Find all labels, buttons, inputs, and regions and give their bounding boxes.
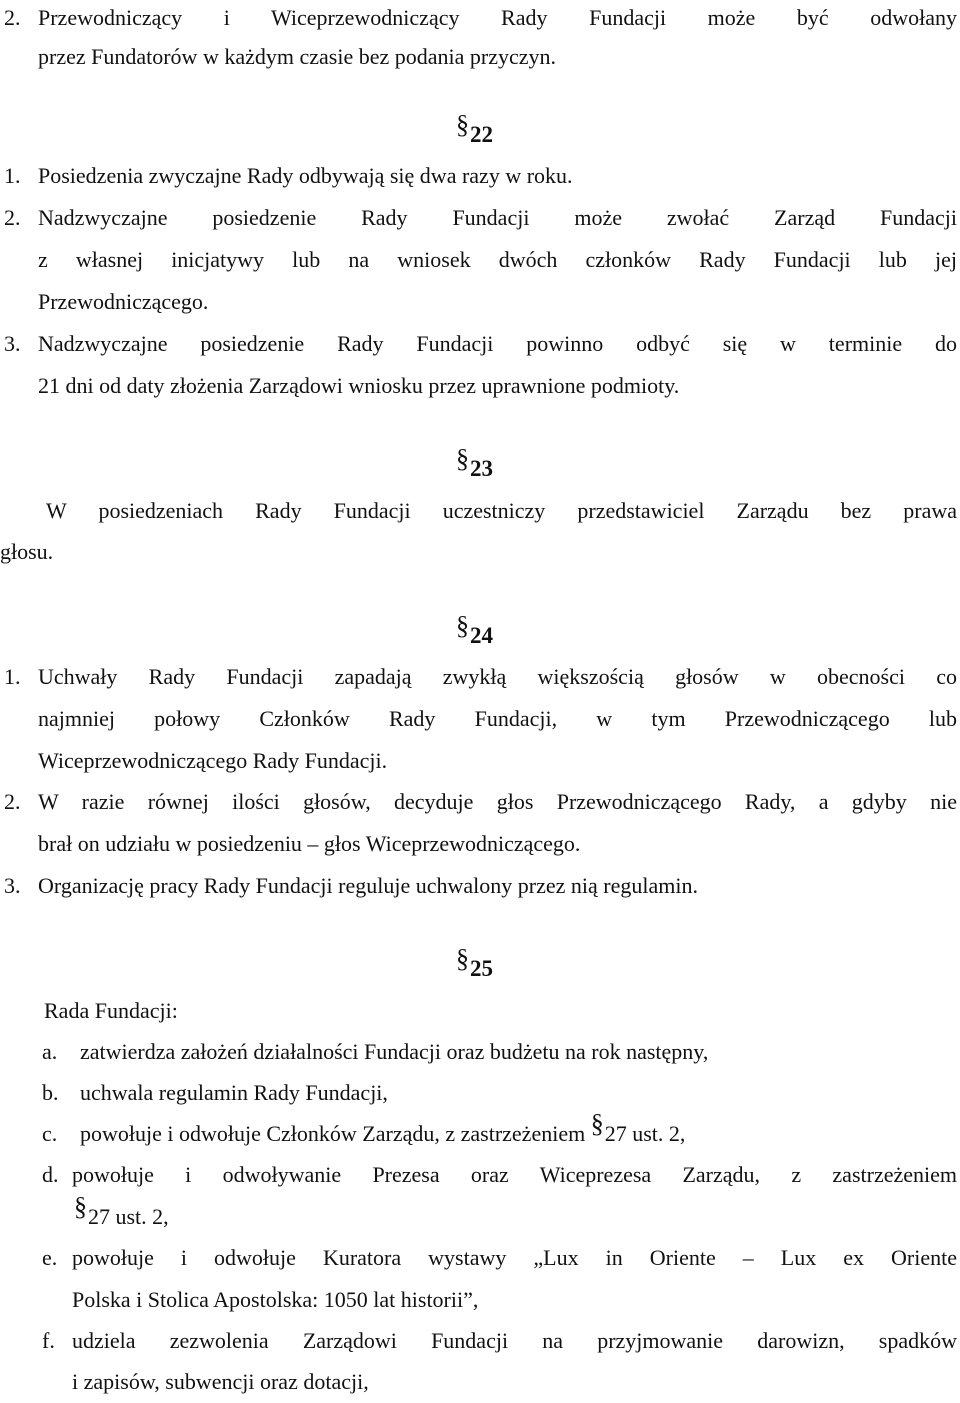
list-item: f. udziela zezwolenia Zarządowi Fundacji na przyjmowanie darowizn, spadków: [42, 1328, 957, 1353]
list-intro: Rada Fundacji:: [44, 998, 178, 1023]
section-symbol-icon: §: [456, 944, 469, 973]
section-heading: §25: [456, 949, 493, 989]
list-item-continuation: przez Fundatorów w każdym czasie bez podania przyczyn.: [38, 44, 556, 69]
list-item: c. powołuje i odwołuje Członków Zarządu, z zastrzeżeniem §27 ust. 2,: [42, 1109, 686, 1146]
item-text: Przewodniczący i Wiceprzewodniczący Rady Fundacji może być odwołany: [38, 5, 957, 30]
list-item: e. powołuje i odwołuje Kuratora wystawy „Lux in Oriente – Lux ex Oriente: [42, 1245, 957, 1270]
list-item: d. powołuje i odwoływanie Prezesa oraz Wiceprezesa Zarządu, z zastrzeżeniem: [42, 1162, 957, 1187]
paragraph: W posiedzeniach Rady Fundacji uczestniczy przedstawiciel Zarządu bez prawa: [46, 498, 957, 523]
list-item: a. zatwierdza założeń działalności Fundacji oraz budżetu na rok następny,: [42, 1039, 709, 1064]
list-item: 3. Nadzwyczajne posiedzenie Rady Fundacji powinno odbyć się w terminie do: [4, 331, 957, 356]
section-symbol-icon: §: [456, 444, 469, 473]
section-symbol-icon: §: [590, 1109, 604, 1138]
document-page: 2. Przewodniczący i Wiceprzewodniczący Rady Fundacji może być odwołany przez Fundatorów w każdym czasie bez podania przyczyn. §22 1. Posiedzenia zwyczajne Rady odbywają się dwa razy w roku. 2. Nadzwyczajne posiedzenie Rady Fundacji może zwołać Zarząd Fundacji z własnej inicjatywy lub na wniosek dwóch członków Rady Fundacji lub jej Przewodniczącego. 3. Nadzwyczajne posiedzenie Rady Fundacji powinno odbyć się w terminie do 21 dni od daty złożenia Zarządowi wniosku przez uprawnione podmioty. §23 W posiedzeniach Rady Fundacji uczestniczy przedstawiciel Zarządu bez prawa głosu. §24 1. Uchwały Rady Fundacji zapadają zwykłą większością głosów w obecności co najmniej połowy Członków Rady Fundacji, w tym Przewodniczącego lub Wiceprzewodniczącego Rady Fundacji. 2. W razie równej ilości głosów, decyduje głos Przewodniczącego Rady, a gdyby nie brał on udziału w posiedzeniu – głos Wiceprzewodniczącego. 3. Organizację pracy Rady Fundacji reguluje uchwalony przez nią regulamin. §25 Rada Fundacji: a. zatwierdza założeń działalności Fundacji oraz budżetu na rok następny, b. uchwala regulamin Rady Fundacji, c. powołuje i odwołuje Członków Zarządu, z zastrzeżeniem §27 ust. 2, d. powołuje i odwoływanie Prezesa oraz Wiceprezesa Zarządu, z zastrzeżeniem §27 ust. 2, e. powołuje i odwołuje Kuratora wystawy „Lux in Oriente – Lux ex Oriente Polska i Stolica Apostolska: 1050 lat historii”, f. udziela zezwolenia Zarządowi Fundacji na przyjmowanie darowizn, spadków i zapisów, subwencji oraz dotacji,: [0, 0, 960, 1398]
list-item: 2. W razie równej ilości głosów, decyduje głos Przewodniczącego Rady, a gdyby nie: [4, 789, 957, 814]
list-item: 3. Organizację pracy Rady Fundacji reguluje uchwalony przez nią regulamin.: [4, 873, 698, 898]
list-item: 1. Posiedzenia zwyczajne Rady odbywają się dwa razy w roku.: [4, 163, 573, 188]
list-item: 2. Nadzwyczajne posiedzenie Rady Fundacji może zwołać Zarząd Fundacji: [4, 205, 957, 230]
section-heading: §23: [456, 449, 493, 489]
list-item: 1. Uchwały Rady Fundacji zapadają zwykłą większością głosów w obecności co: [4, 664, 957, 689]
section-symbol-icon: §: [74, 1192, 87, 1221]
section-heading: §22: [456, 115, 493, 155]
item-number: 2.: [4, 5, 21, 30]
list-item: [0, 0, 960, 39]
list-item: b. uchwala regulamin Rady Fundacji,: [42, 1080, 388, 1105]
section-symbol-icon: §: [456, 110, 469, 139]
section-heading: §24: [456, 616, 493, 656]
section-symbol-icon: §: [456, 611, 469, 640]
